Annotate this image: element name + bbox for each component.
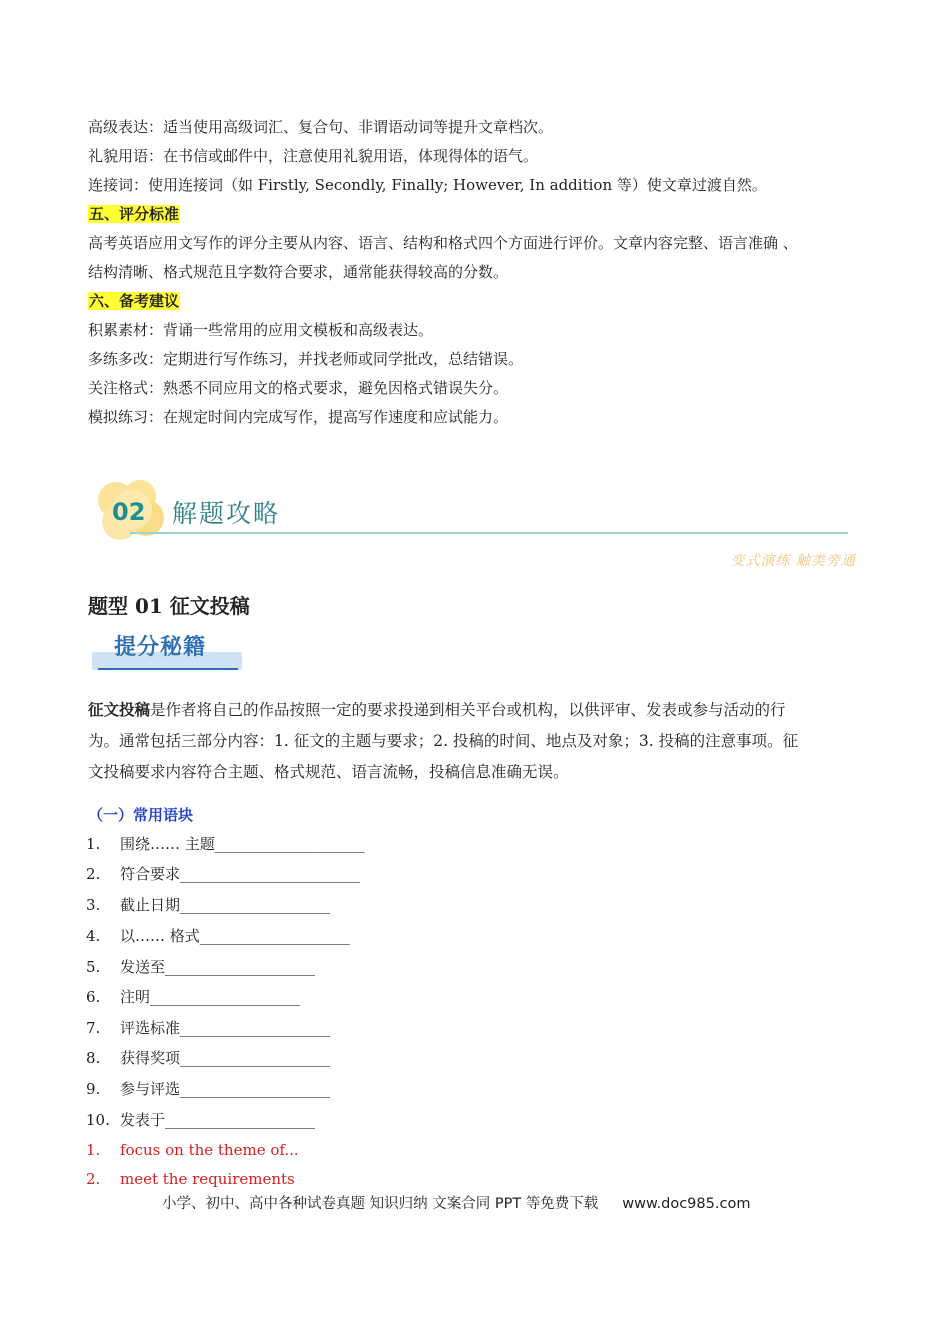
- list-item: 3. 截止日期____________________: [86, 896, 331, 914]
- section6-title: 六、备考建议: [89, 292, 180, 310]
- list-item: 4. 以…… 格式____________________: [86, 927, 350, 945]
- text-line: 高考英语应用文写作的评分主要从内容、语言、结构和格式四个方面进行评价。文章内容完整、语言准确 、: [88, 234, 798, 252]
- section-heading: [88, 291, 180, 311]
- section-heading: [88, 204, 180, 224]
- intro-line-rest: 是作者将自己的作品按照一定的要求投递到相关平台或机构，以供评审、发表或参与活动的行: [150, 701, 786, 719]
- list-item: 2. 符合要求________________________: [86, 865, 361, 883]
- text-line: 多练多改：定期进行写作练习，并找老师或同学批改，总结错误。: [88, 350, 524, 368]
- intro-paragraph: [88, 694, 868, 788]
- list-item: 10. 发表于____________________: [86, 1111, 316, 1129]
- list-item: 6. 注明____________________: [86, 988, 301, 1006]
- section-banner: [90, 474, 860, 574]
- list-item: 5. 发送至____________________: [86, 958, 316, 976]
- list-item: 7. 评选标准____________________: [86, 1019, 331, 1037]
- text-line: 结构清晰、格式规范且字数符合要求，通常能获得较高的分数。: [88, 263, 509, 281]
- text-line: 关注格式：熟悉不同应用文的格式要求，避免因格式错误失分。: [88, 379, 509, 397]
- footer-text: 小学、初中、高中各种试卷真题 知识归纳 文案合同 PPT 等免费下载: [162, 1196, 599, 1212]
- text-line: 模拟练习：在规定时间内完成写作，提高写作速度和应试能力。: [88, 408, 509, 426]
- tip-badge-label: 提分秘籍: [114, 635, 207, 660]
- list-item: 9. 参与评选____________________: [86, 1080, 331, 1098]
- banner-title: 解题攻略: [172, 499, 281, 528]
- page-footer: [162, 1192, 750, 1213]
- intro-line: 为。通常包括三部分内容：1. 征文的主题与要求；2. 投稿的时间、地点及对象；3. 投稿的注意事项。征: [88, 732, 799, 750]
- footer-link[interactable]: www.doc985.com: [622, 1196, 751, 1212]
- tip-badge: [92, 628, 242, 672]
- text-line: 高级表达：适当使用高级词汇、复合句、非谓语动词等提升文章档次。: [88, 118, 554, 136]
- tip-badge-underline: [98, 668, 238, 670]
- list-item: 8. 获得奖项____________________: [86, 1049, 331, 1067]
- banner-number: 02: [112, 498, 146, 526]
- answer-item: 1. focus on the theme of...: [86, 1141, 299, 1159]
- intro-line: [88, 694, 868, 726]
- banner-subtitle: 变式演练 触类旁通: [730, 553, 856, 569]
- banner-divider: [130, 532, 848, 534]
- question-type-title: 题型 01 征文投稿: [88, 594, 250, 618]
- intro-bold-term: 征文投稿: [88, 700, 151, 719]
- text-line: 积累素材：背诵一些常用的应用文模板和高级表达。: [88, 321, 434, 339]
- list-item: 1. 围绕…… 主题____________________: [86, 835, 365, 853]
- blocks-heading: （一）常用语块: [88, 806, 194, 824]
- text-line: 礼貌用语：在书信或邮件中，注意使用礼貌用语，体现得体的语气。: [88, 147, 539, 165]
- section5-title: 五、评分标准: [89, 205, 180, 223]
- intro-line: 文投稿要求内容符合主题、格式规范、语言流畅，投稿信息准确无误。: [88, 763, 569, 781]
- text-line: 连接词：使用连接词（如 Firstly, Secondly, Finally; However, In addition 等）使文章过渡自然。: [88, 176, 767, 194]
- answer-item: 2. meet the requirements: [86, 1170, 295, 1188]
